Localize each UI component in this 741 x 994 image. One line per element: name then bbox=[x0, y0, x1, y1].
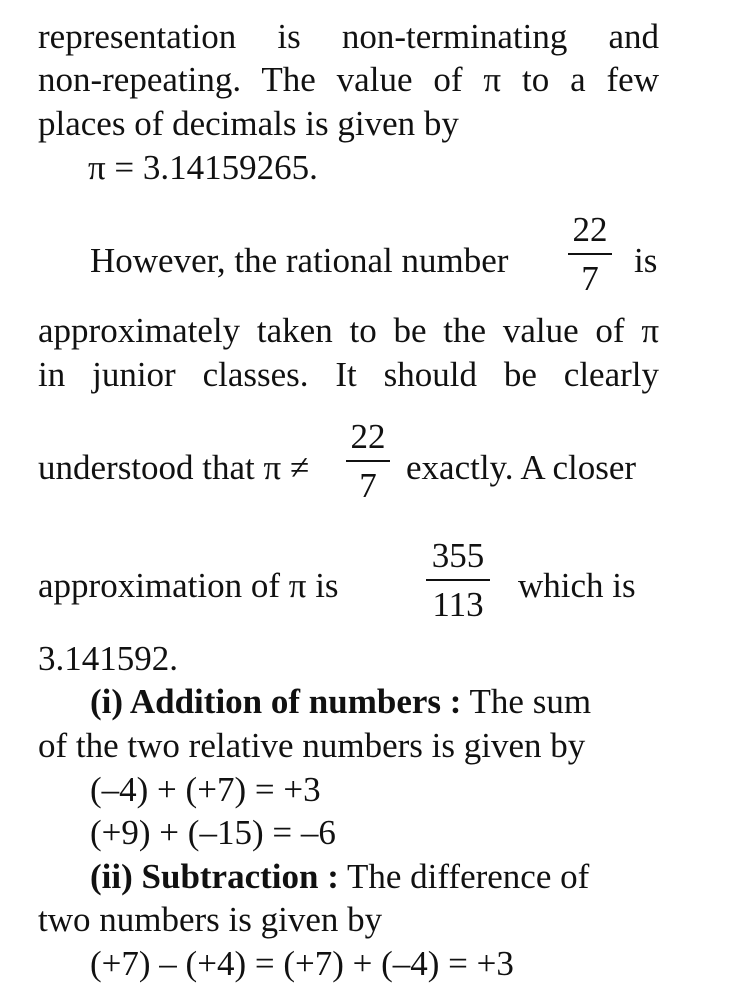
fraction-denominator: 113 bbox=[432, 585, 484, 624]
fraction-numerator: 22 bbox=[350, 417, 386, 456]
text-line: exactly. A closer bbox=[406, 448, 637, 487]
text-line bbox=[90, 859, 589, 894]
text-line: is bbox=[634, 241, 658, 280]
text-line: which is bbox=[518, 566, 636, 605]
text-line: two numbers is given by bbox=[38, 900, 383, 939]
text-line: approximation of π is bbox=[38, 566, 339, 605]
fraction-denominator: 7 bbox=[581, 259, 599, 298]
fraction-355-over-113 bbox=[426, 538, 490, 622]
section-heading-subtraction: (ii) Subtraction : bbox=[90, 857, 339, 896]
equation-subtraction-1: (+7) – (+4) = (+7) + (–4) = +3 bbox=[90, 944, 514, 983]
fraction-22-over-7 bbox=[346, 419, 390, 503]
text-line: of the two relative numbers is given by bbox=[38, 726, 586, 765]
text-line: representation is non-terminating and bbox=[38, 17, 659, 56]
text-line bbox=[90, 684, 591, 719]
text-line: places of decimals is given by bbox=[38, 104, 459, 143]
text-line: However, the rational number bbox=[90, 241, 509, 280]
text-fragment: The sum bbox=[461, 682, 592, 721]
fraction-numerator: 22 bbox=[572, 210, 608, 249]
text-line: understood that π ≠ bbox=[38, 448, 310, 487]
text-line: non-repeating. The value of π to a few bbox=[38, 60, 659, 99]
fraction-denominator: 7 bbox=[359, 466, 377, 505]
fraction-numerator: 355 bbox=[431, 536, 485, 575]
text-line: 3.141592. bbox=[38, 639, 178, 678]
equation-pi-value: π = 3.14159265. bbox=[88, 148, 318, 187]
section-heading-addition: (i) Addition of numbers : bbox=[90, 682, 462, 721]
text-line: in junior classes. It should be clearly bbox=[38, 355, 659, 394]
equation-addition-1: (–4) + (+7) = +3 bbox=[90, 770, 321, 809]
fraction-22-over-7 bbox=[568, 212, 612, 296]
text-fragment: The difference of bbox=[338, 857, 590, 896]
equation-addition-2: (+9) + (–15) = –6 bbox=[90, 813, 336, 852]
text-line: approximately taken to be the value of π bbox=[38, 311, 659, 350]
